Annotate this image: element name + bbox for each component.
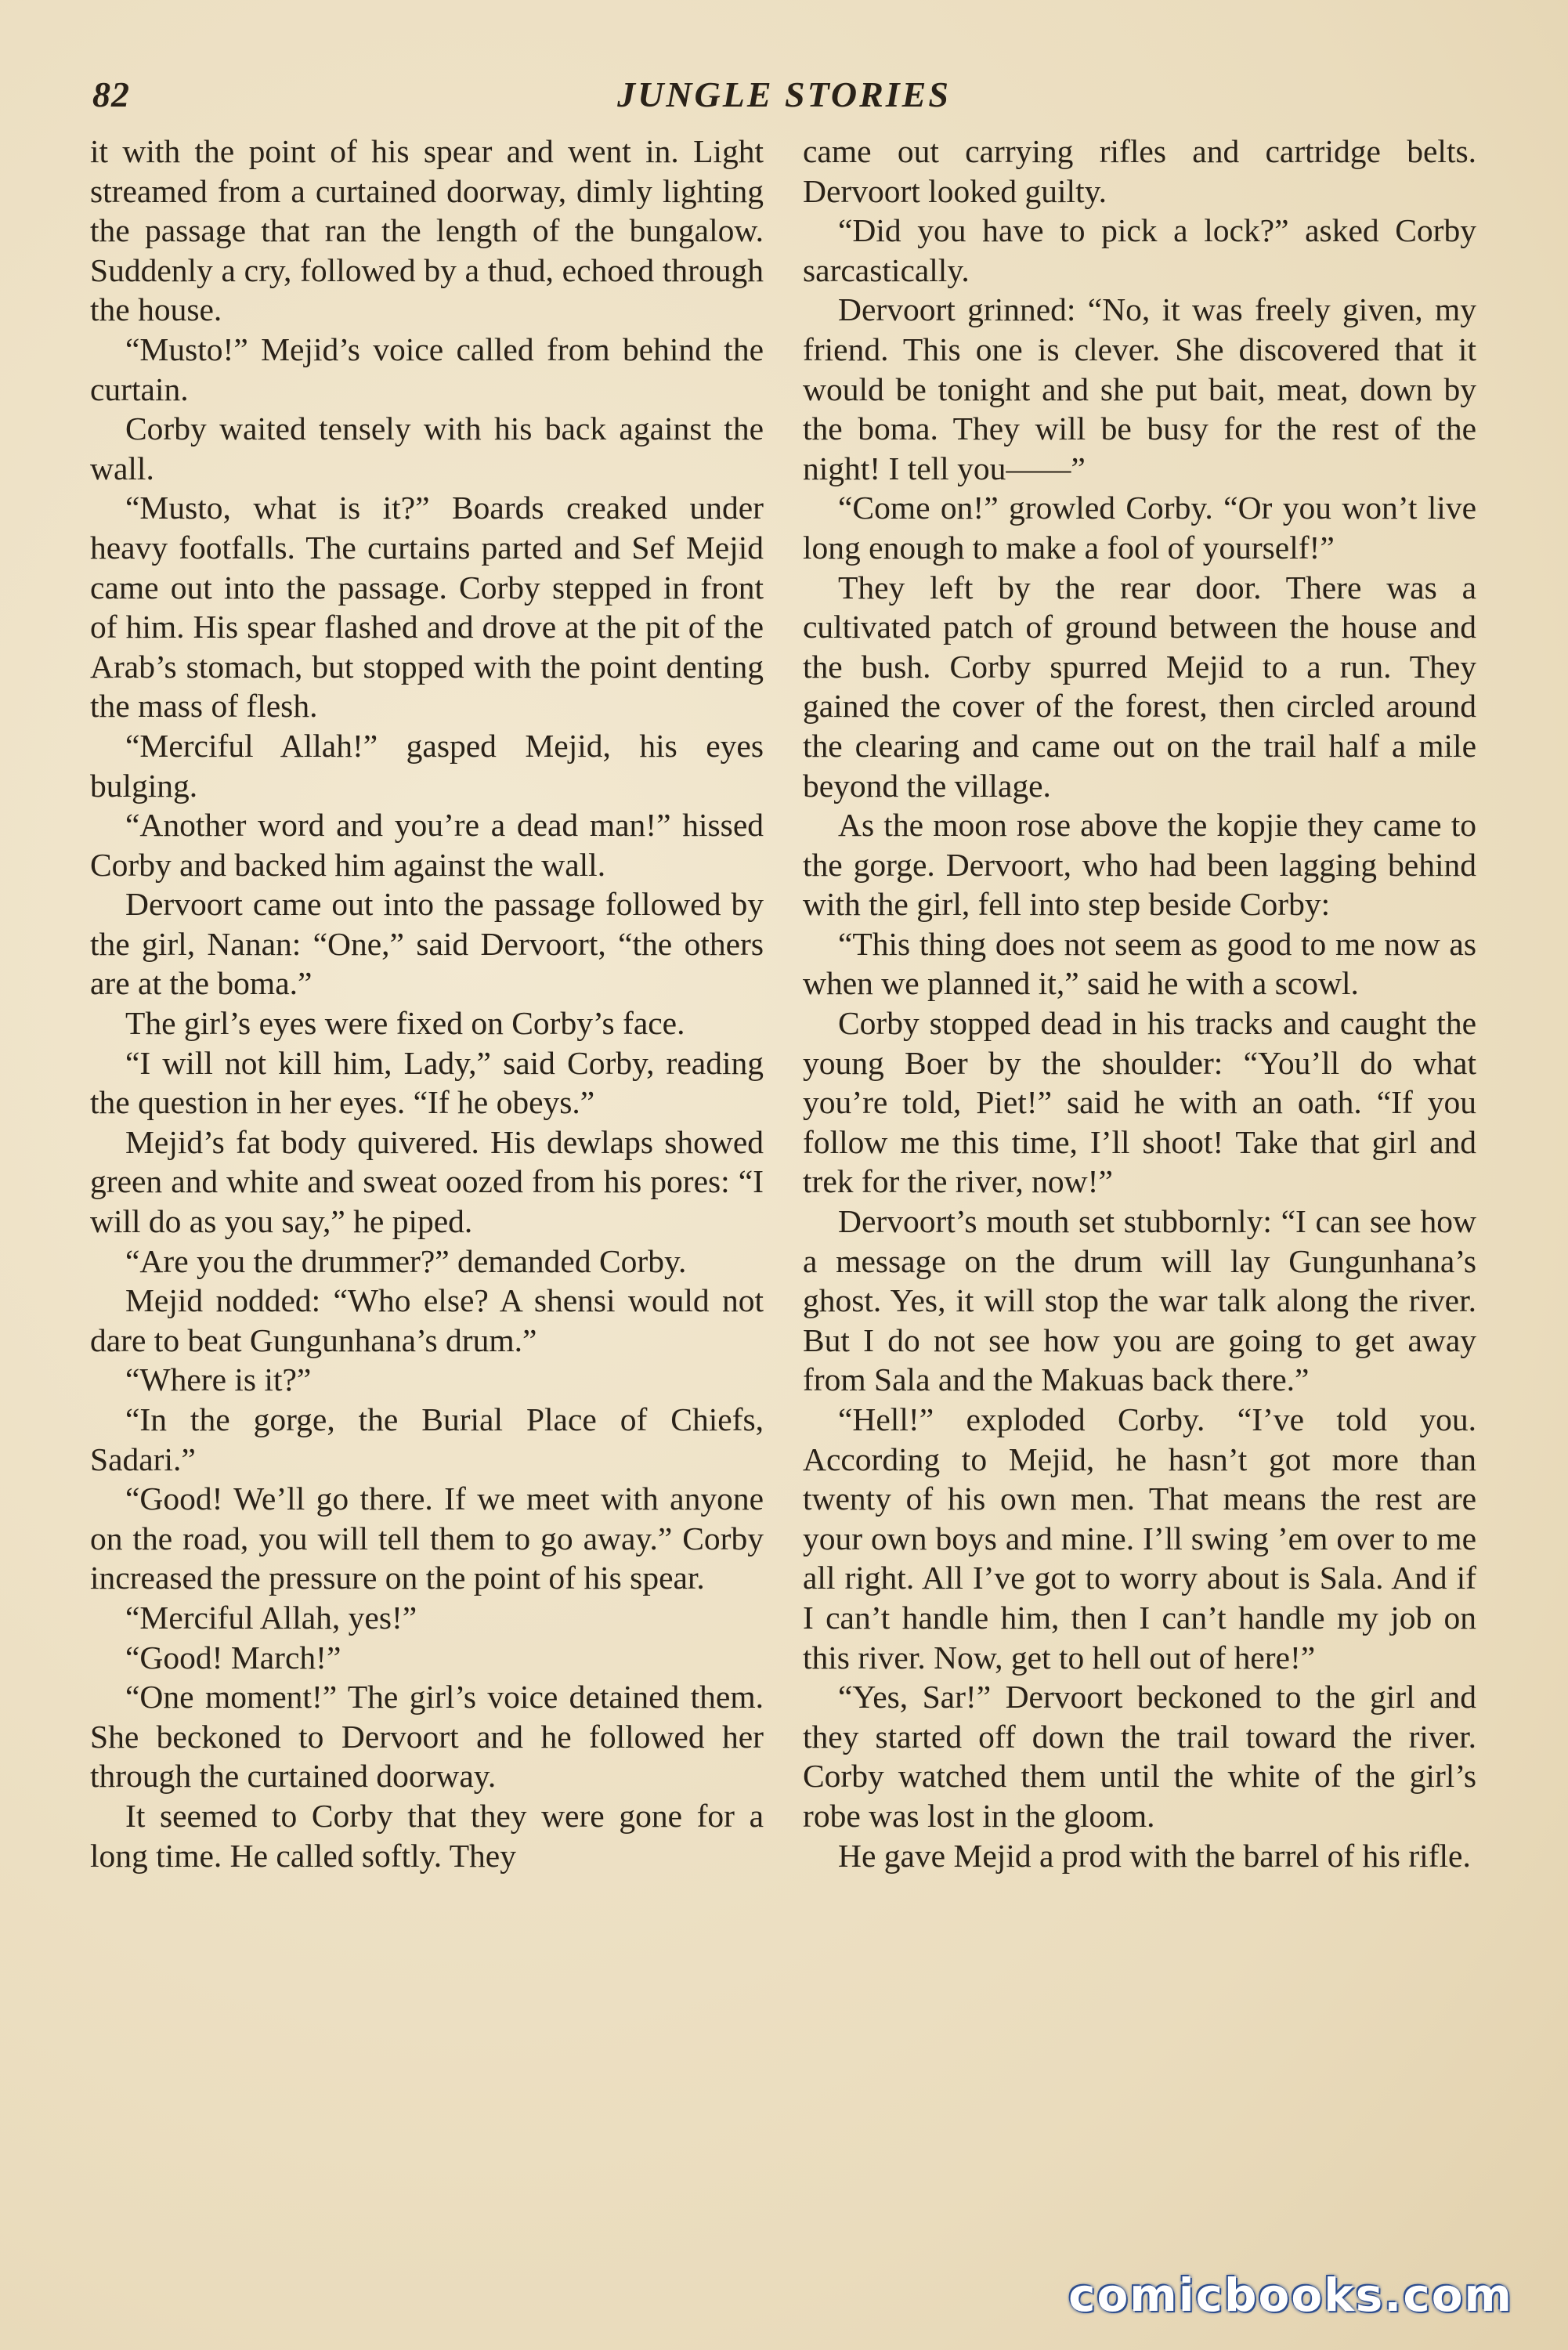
- paragraph: It seemed to Corby that they were gone for a long time. He called softly. They: [90, 1797, 764, 1874]
- paragraph: came out carrying rifles and cartridge belts. Dervoort looked guilty.: [803, 133, 1476, 209]
- paragraph: “In the gorge, the Burial Place of Chiefs, Sadari.”: [90, 1401, 764, 1477]
- right-column: [803, 132, 1476, 1875]
- paragraph: “Where is it?”: [125, 1361, 312, 1398]
- paragraph: “Are you the drummer?” demanded Corby.: [125, 1242, 687, 1279]
- left-column: [90, 132, 764, 1875]
- paragraph: “Another word and you’re a dead man!” hissed Corby and backed him against the wall.: [90, 807, 764, 883]
- paragraph: “I will not kill him, Lady,” said Corby, reading the question in her eyes. “If he obeys.”: [90, 1044, 764, 1121]
- paragraph: They left by the rear door. There was a cultivated patch of ground between the house and the bush. Corby spurred Mejid to a run. They gained the cover of the forest, then circled around the clearing and came out on the trail half a mile beyond the village.: [803, 569, 1476, 804]
- paragraph: Mejid’s fat body quivered. His dewlaps showed green and white and sweat oozed from his pores: “I will do as you say,” he piped.: [90, 1123, 764, 1240]
- paragraph: “Did you have to pick a lock?” asked Corby sarcastically.: [803, 212, 1476, 288]
- paragraph: “Musto, what is it?” Boards creaked under heavy footfalls. The curtains parted and Sef Mejid came out into the passage. Corby stepped in front of him. His spear flashed and drove at the pit of the Arab’s stomach, but stopped with the point denting the mass of flesh.: [90, 490, 764, 725]
- paragraph: He gave Mejid a prod with the barrel of his rifle.: [838, 1837, 1471, 1874]
- paragraph: “This thing does not seem as good to me now as when we planned it,” said he with a scowl.: [803, 925, 1476, 1002]
- page-number: 82: [92, 74, 130, 114]
- paragraph: “Merciful Allah!” gasped Mejid, his eyes bulging.: [90, 727, 764, 804]
- paragraph: Corby waited tensely with his back against the wall.: [90, 410, 764, 486]
- paragraph: Dervoort came out into the passage followed by the girl, Nanan: “One,” said Dervoort, “the others are at the boma.”: [90, 886, 764, 1002]
- paragraph: Mejid nodded: “Who else? A shensi would not dare to beat Gungunhana’s drum.”: [90, 1282, 764, 1358]
- paragraph: “Come on!” growled Corby. “Or you won’t live long enough to make a fool of yourself!”: [803, 490, 1476, 566]
- paragraph: “Merciful Allah, yes!”: [125, 1599, 417, 1636]
- paragraph: Dervoort’s mouth set stubbornly: “I can see how a message on the drum will lay Gungunhana’s ghost. Yes, it will stop the war talk along the river. But I do not see how you are going to get away from Sala and the Makuas back there.”: [803, 1203, 1476, 1398]
- paragraph: The girl’s eyes were fixed on Corby’s face.: [125, 1005, 685, 1042]
- paragraph: Dervoort grinned: “No, it was freely given, my friend. This one is clever. She discovered that it would be tonight and she put bait, meat, down by the boma. They will be busy for the rest of the night! I tell you——”: [803, 291, 1476, 486]
- paragraph: it with the point of his spear and went in. Light streamed from a curtained doorway, dimly lighting the passage that ran the length of the bungalow. Suddenly a cry, followed by a thud, echoed through the house.: [90, 133, 764, 328]
- paragraph: “Musto!” Mejid’s voice called from behind the curtain.: [90, 331, 764, 407]
- paragraph: As the moon rose above the kopjie they came to the gorge. Dervoort, who had been lagging behind with the girl, fell into step beside Corby:: [803, 807, 1476, 923]
- paragraph: “Hell!” exploded Corby. “I’ve told you. According to Mejid, he hasn’t got more than twenty of his own men. That means the rest are your own boys and mine. I’ll swing ’em over to me all right. All I’ve got to worry about is Sala. And if I can’t handle him, then I can’t handle my job on this river. Now, get to hell out of here!”: [803, 1401, 1476, 1676]
- watermark: comicbooks.com: [1068, 2269, 1513, 2322]
- paragraph: “One moment!” The girl’s voice detained them. She beckoned to Dervoort and he followed her through the curtained doorway.: [90, 1679, 764, 1795]
- paragraph: “Good! We’ll go there. If we meet with anyone on the road, you will tell them to go away.” Corby increased the pressure on the point of his spear.: [90, 1480, 764, 1596]
- paragraph: “Good! March!”: [125, 1639, 341, 1676]
- paragraph: “Yes, Sar!” Dervoort beckoned to the girl and they started off down the trail toward the river. Corby watched them until the white of the girl’s robe was lost in the gloom.: [803, 1679, 1476, 1834]
- running-title: JUNGLE STORIES: [617, 74, 951, 114]
- paragraph: Corby stopped dead in his tracks and caught the young Boer by the shoulder: “You’ll do what you’re told, Piet!” said he with an oath. “If you follow me this time, I’ll shoot! Take that girl and trek for the river, now!”: [803, 1005, 1476, 1200]
